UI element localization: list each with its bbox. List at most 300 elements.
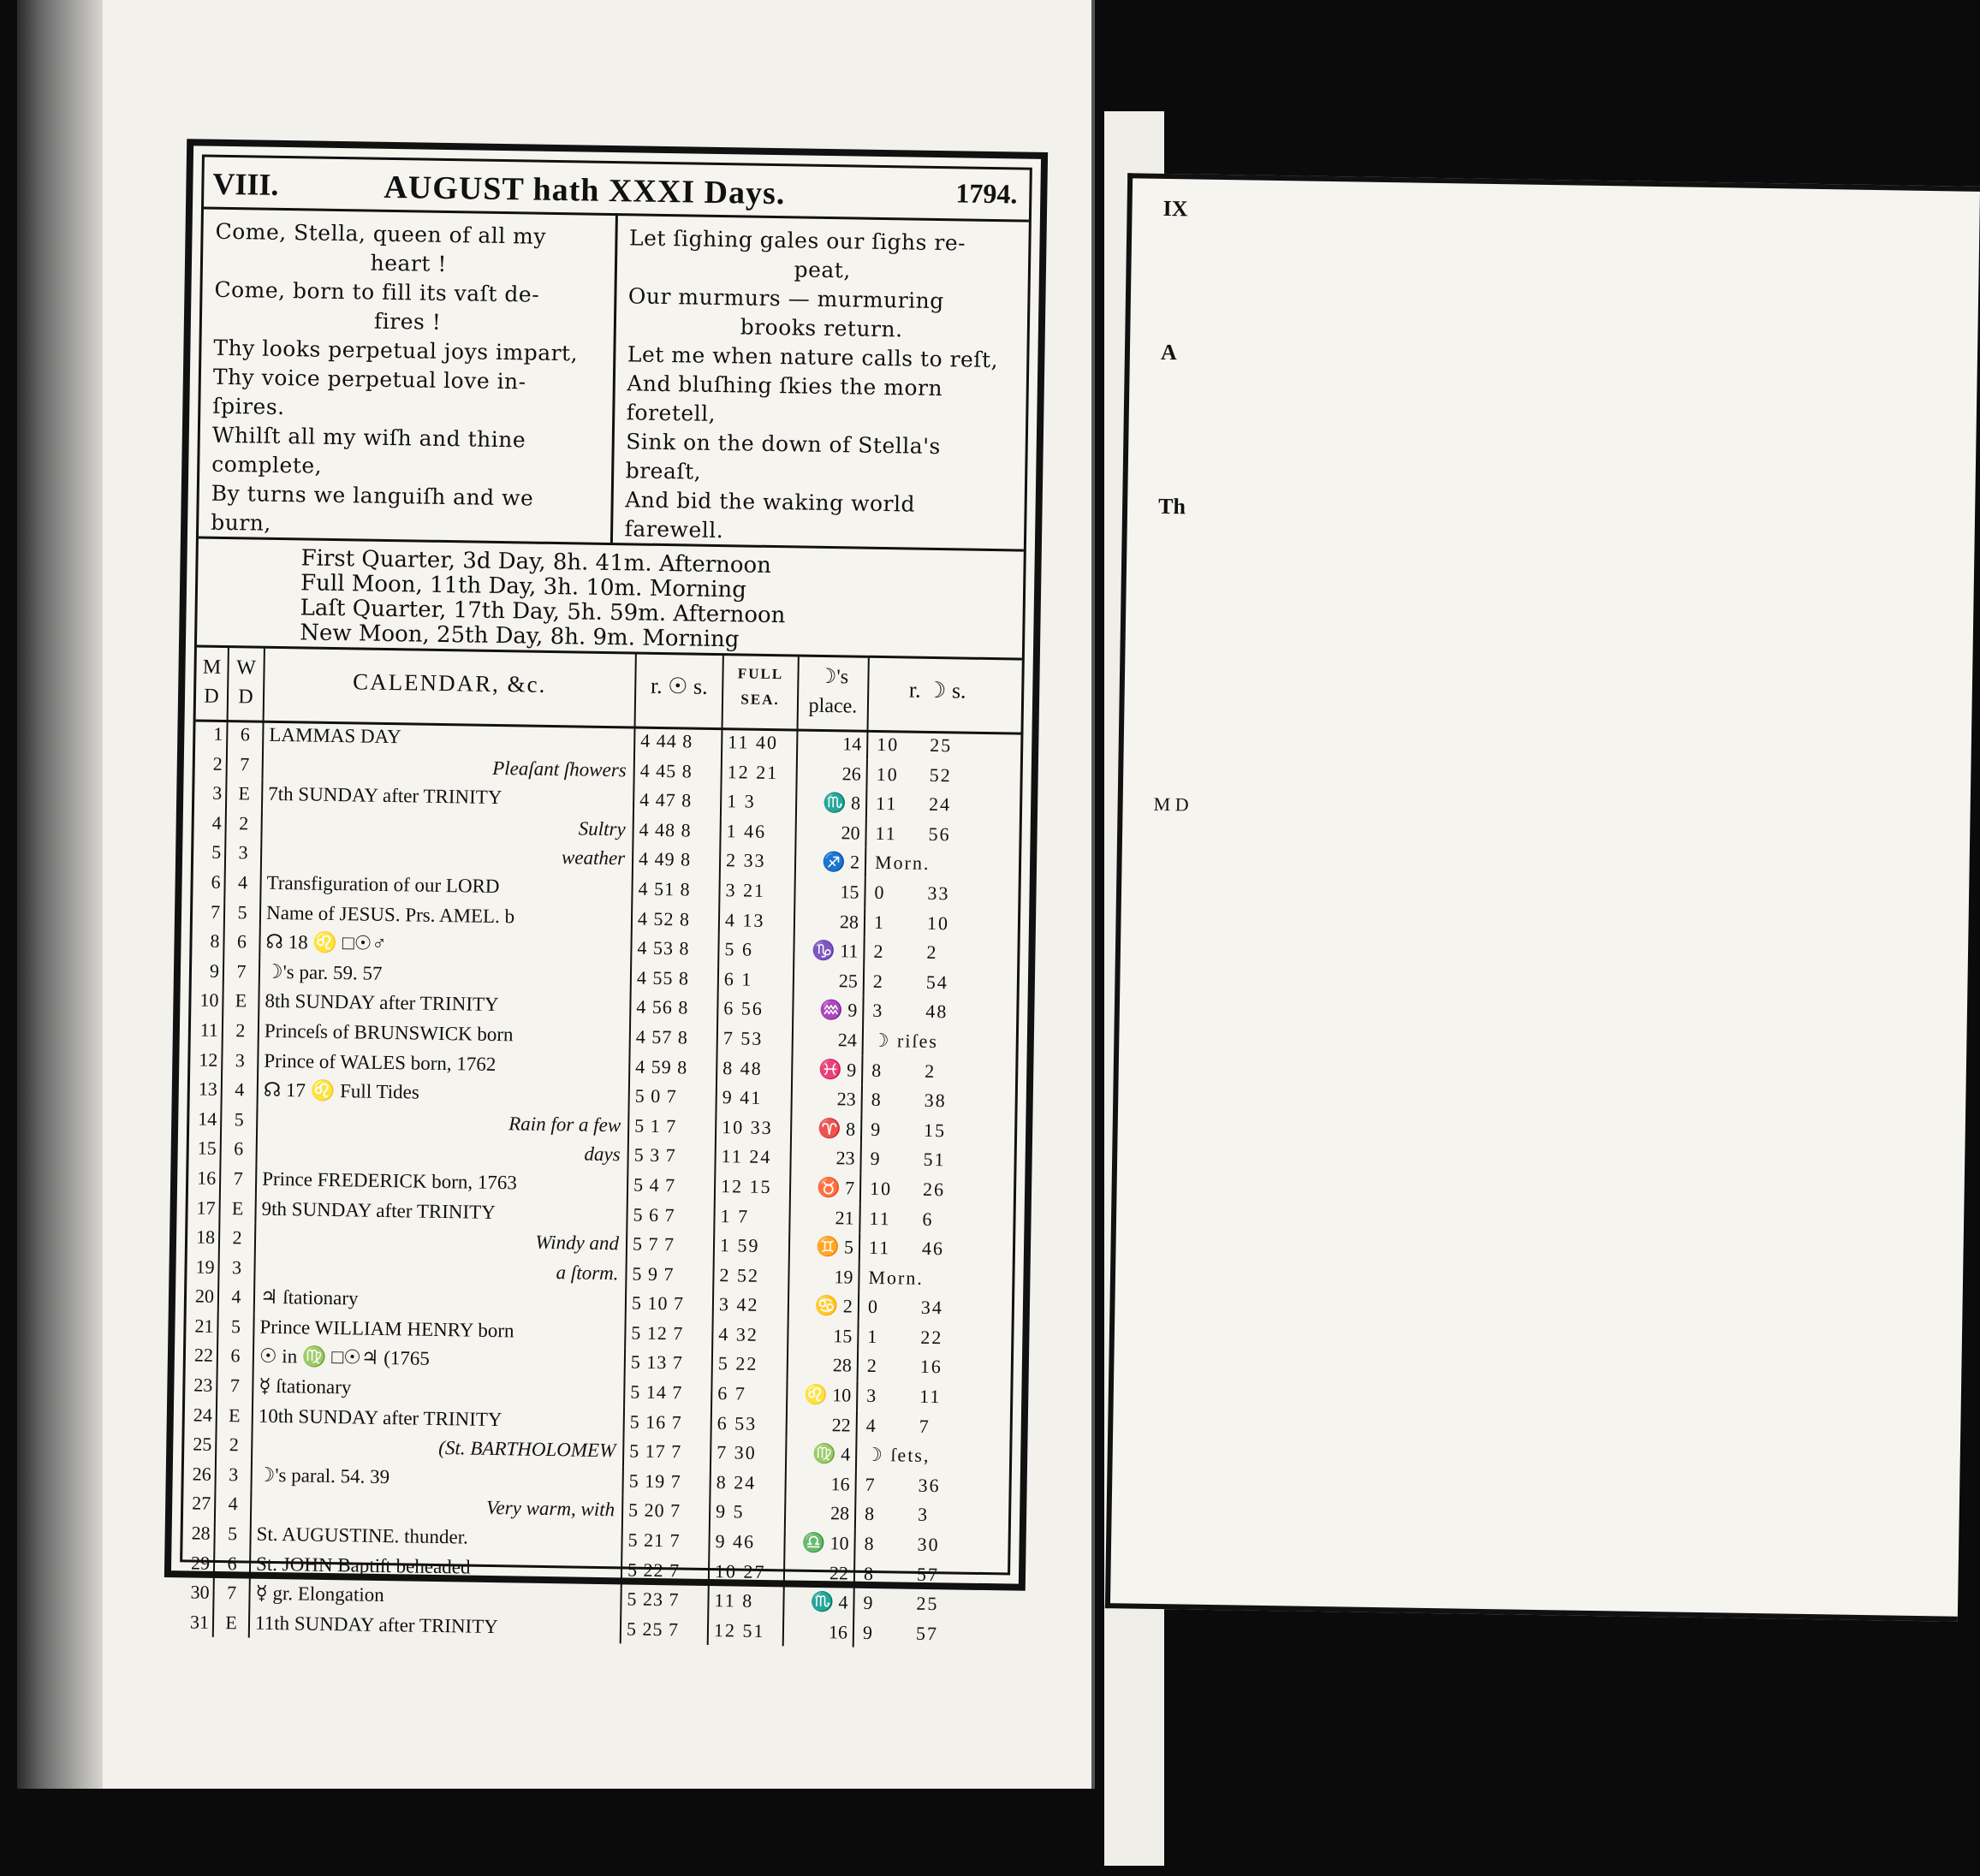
cell-week-day: 2	[217, 1430, 253, 1460]
cell-full-sea: 8 24	[711, 1468, 787, 1499]
cell-calendar-event: St. AUGUSTINE. thunder.	[251, 1520, 622, 1555]
moon-rise-value: 0	[874, 881, 886, 904]
moon-rise-value: 11	[869, 1207, 891, 1229]
cell-week-day: E	[214, 1608, 251, 1638]
moon-rise-value: 8	[864, 1503, 877, 1525]
cell-month-day: 28	[182, 1518, 216, 1548]
moon-phase-line: Laſt Quarter, 17th Day, 5h. 59m. Afternoon	[300, 595, 786, 629]
cell-moon-place: 28	[795, 906, 866, 937]
header-full-sea: FULL SEA.	[723, 656, 800, 728]
cell-moon-place: ♈ 8	[792, 1113, 863, 1144]
cell-week-day: 6	[221, 1134, 258, 1164]
cell-week-day: 5	[222, 1105, 259, 1135]
cell-month-day: 24	[185, 1400, 218, 1430]
cell-week-day: 7	[214, 1578, 251, 1608]
moon-rise-value: 9	[870, 1148, 882, 1170]
table-body	[181, 719, 1021, 1649]
moon-rise-value: Morn.	[868, 1266, 925, 1289]
poem-line: Thy voice perpetual love in-	[212, 364, 526, 395]
moon-rise-value: 3	[872, 1000, 884, 1022]
moon-rise-value: 8	[863, 1562, 876, 1584]
moon-set-value: 10	[926, 911, 950, 934]
cell-moon-rise-set	[867, 759, 1005, 791]
cell-month-day: 22	[186, 1341, 219, 1371]
moon-phase-line: Full Moon, 11th Day, 3h. 10m. Morning	[300, 570, 747, 603]
moon-rise-value: 1	[873, 911, 886, 933]
cell-sun-rise-set: 4 56 8	[631, 993, 719, 1024]
cell-moon-place: ♐ 2	[796, 847, 867, 878]
cell-full-sea: 1 46	[721, 816, 797, 847]
cell-sun-rise-set: 5 13 7	[626, 1348, 714, 1379]
moon-rise-value: 2	[866, 1355, 879, 1377]
cell-full-sea: 4 13	[720, 905, 796, 936]
cell-moon-rise-set	[858, 1381, 996, 1413]
cell-week-day: 5	[215, 1519, 252, 1549]
cell-moon-place: ♓ 9	[793, 1054, 864, 1085]
poem-line: Thy looks perpetual joys impart,	[213, 335, 579, 366]
cell-moon-rise-set	[865, 937, 1002, 969]
cell-sun-rise-set: 5 22 7	[622, 1555, 711, 1586]
cell-sun-rise-set: 5 10 7	[627, 1289, 715, 1320]
poem-line: Sink on the down of Stella's	[626, 429, 942, 460]
cell-calendar-event: St. JOHN Baptiſt beheaded	[251, 1549, 622, 1584]
moon-set-value: 7	[919, 1415, 931, 1437]
cell-week-day: 5	[225, 898, 262, 928]
cell-moon-rise-set	[864, 996, 1002, 1028]
cell-moon-place: 16	[784, 1617, 855, 1647]
cell-sun-rise-set: 4 59 8	[630, 1052, 718, 1083]
cell-week-day: 2	[220, 1223, 257, 1253]
poem-line: Our murmurs — murmuring	[627, 283, 944, 314]
moon-rise-value: 3	[866, 1384, 878, 1407]
cell-week-day: 3	[226, 838, 263, 868]
cell-moon-place: ♎ 10	[785, 1528, 856, 1558]
moon-rise-value: ☽ ſets,	[865, 1444, 931, 1467]
poem-line: burn,	[211, 509, 272, 536]
cell-moon-rise-set	[855, 1558, 993, 1590]
moon-rise-value: 7	[865, 1473, 877, 1495]
cell-month-day: 5	[193, 838, 227, 868]
cell-month-day: 15	[188, 1134, 222, 1164]
moon-set-value: 2	[926, 941, 938, 964]
cell-week-day: 4	[225, 868, 262, 898]
cell-sun-rise-set: 4 47 8	[634, 786, 722, 816]
cell-month-day: 25	[184, 1430, 217, 1460]
moon-set-value: 56	[928, 822, 951, 846]
moon-rise-value: 9	[863, 1592, 875, 1614]
cell-week-day: 4	[223, 1075, 259, 1105]
cell-sun-rise-set: 4 57 8	[631, 1022, 719, 1053]
cell-moon-place: 16	[786, 1469, 857, 1499]
cell-week-day: 5	[218, 1312, 255, 1342]
cell-full-sea: 6 53	[711, 1409, 788, 1440]
cell-calendar-event: Name of JESUS. Prs. AMEL. b	[261, 898, 633, 933]
cell-full-sea: 10 27	[710, 1557, 786, 1588]
page-title: AUGUST hath XXXI Days.	[384, 169, 786, 212]
cell-month-day: 20	[187, 1282, 220, 1312]
cell-moon-place: 23	[791, 1143, 862, 1174]
moon-rise-value: 11	[875, 822, 898, 845]
moon-rise-value: 10	[876, 763, 899, 785]
poem-line: And bluſhing ſkies the morn	[627, 371, 943, 401]
cell-full-sea: 2 52	[714, 1261, 790, 1291]
cell-sun-rise-set: 4 44 8	[635, 727, 723, 757]
cell-moon-rise-set	[864, 1026, 1002, 1058]
cell-sun-rise-set: 5 4 7	[628, 1170, 716, 1201]
cell-moon-place: ♍ 4	[787, 1440, 858, 1470]
header-week-day: W D	[229, 648, 265, 721]
cell-week-day: 6	[224, 927, 261, 957]
cell-calendar-event: Pleaſant ſhowers	[264, 750, 635, 785]
cell-calendar-event: 7th SUNDAY after TRINITY	[263, 780, 634, 815]
moon-set-value: 30	[917, 1533, 940, 1556]
moon-set-value: 33	[927, 882, 950, 905]
cell-moon-place: ♉ 7	[791, 1172, 862, 1203]
moon-set-value: 25	[916, 1593, 939, 1615]
cell-sun-rise-set: 5 21 7	[622, 1525, 711, 1556]
cell-moon-rise-set	[854, 1618, 992, 1649]
moon-set-value: 36	[918, 1474, 941, 1497]
right-page-md-header: M D	[1153, 793, 1189, 816]
moon-rise-value: 1	[867, 1325, 879, 1347]
cell-sun-rise-set: 5 16 7	[625, 1407, 713, 1438]
cell-month-day: 12	[190, 1045, 223, 1075]
cell-sun-rise-set: 5 23 7	[621, 1585, 710, 1616]
cell-moon-rise-set	[859, 1262, 997, 1294]
cell-month-day: 14	[189, 1104, 223, 1134]
cell-sun-rise-set: 4 45 8	[634, 756, 722, 787]
cell-week-day: 7	[224, 957, 261, 987]
poem-line: complete,	[211, 451, 323, 478]
cell-moon-place: 28	[786, 1499, 857, 1529]
cell-week-day: 6	[218, 1341, 255, 1371]
cell-week-day: 2	[223, 1016, 260, 1046]
cell-full-sea: 6 56	[718, 994, 794, 1024]
cell-week-day: 3	[219, 1253, 256, 1283]
cell-full-sea: 7 53	[718, 1024, 794, 1054]
right-page	[1104, 111, 1189, 1866]
cell-moon-place: ♏ 8	[797, 788, 868, 819]
moon-set-value: 15	[923, 1119, 947, 1141]
moon-rise-value: 10	[869, 1177, 893, 1200]
cell-moon-rise-set	[856, 1470, 994, 1502]
cell-moon-place: 15	[788, 1321, 859, 1351]
cell-full-sea: 2 33	[721, 846, 797, 876]
cell-full-sea: 7 30	[711, 1438, 788, 1469]
cell-full-sea: 1 3	[722, 787, 798, 817]
cell-calendar-event: Rain for a few	[258, 1105, 629, 1140]
cell-sun-rise-set: 4 49 8	[633, 845, 722, 876]
cell-sun-rise-set: 4 53 8	[632, 934, 720, 965]
moon-set-value: 57	[916, 1563, 940, 1585]
cell-month-day: 3	[194, 779, 228, 809]
cell-week-day: 7	[228, 750, 265, 780]
poem-line: brooks return.	[740, 314, 903, 342]
cell-calendar-event: ☿ gr. Elongation	[250, 1579, 621, 1614]
year: 1794.	[955, 177, 1018, 210]
cell-month-day: 30	[181, 1578, 215, 1608]
moon-rise-value: 11	[875, 793, 898, 815]
cell-month-day: 21	[186, 1311, 219, 1341]
cell-week-day: 6	[228, 720, 265, 750]
poem-line: foretell,	[626, 400, 716, 426]
right-page-frame	[1105, 173, 1980, 1621]
cell-month-day: 16	[188, 1163, 222, 1193]
poem-line: breaſt,	[625, 458, 702, 484]
cell-moon-place: 23	[792, 1084, 863, 1115]
moon-phase-line: New Moon, 25th Day, 8h. 9m. Morning	[299, 620, 740, 653]
moon-set-value: 11	[919, 1385, 942, 1408]
cell-full-sea: 8 48	[717, 1054, 794, 1084]
cell-calendar-event: days	[257, 1135, 628, 1170]
cell-sun-rise-set: 4 52 8	[633, 904, 721, 935]
cell-moon-place: 26	[797, 758, 868, 789]
cell-sun-rise-set: 5 20 7	[623, 1496, 711, 1527]
cell-month-day: 19	[187, 1252, 220, 1282]
cell-moon-rise-set	[854, 1588, 992, 1620]
poem-line: fires !	[373, 308, 442, 335]
cell-calendar-event: Sultry	[262, 809, 633, 844]
cell-full-sea: 10 33	[716, 1113, 793, 1143]
cell-month-day: 26	[183, 1459, 217, 1489]
cell-month-day: 13	[190, 1075, 223, 1105]
moon-rise-value: 10	[877, 733, 900, 756]
cell-calendar-event: ☽'s paral. 54. 39	[252, 1460, 623, 1495]
cell-full-sea: 11 24	[716, 1142, 792, 1172]
cell-moon-place: ♌ 10	[788, 1380, 859, 1410]
cell-month-day: 27	[183, 1489, 217, 1519]
cell-month-day: 18	[187, 1222, 221, 1252]
poem-line: By turns we languiſh and we	[211, 480, 534, 511]
cell-moon-place: 14	[798, 729, 869, 760]
cell-week-day: 3	[223, 1046, 259, 1076]
cell-week-day: E	[223, 986, 260, 1016]
cell-calendar-event: 9th SUNDAY after TRINITY	[256, 1194, 627, 1229]
cell-sun-rise-set: 4 48 8	[633, 815, 722, 846]
moon-set-value: 54	[925, 971, 949, 994]
poem-left-column	[199, 207, 617, 543]
moon-set-value: 6	[922, 1208, 934, 1230]
poem	[199, 207, 1029, 552]
poem-line: heart !	[370, 250, 448, 276]
cell-sun-rise-set: 5 14 7	[625, 1377, 713, 1408]
cell-calendar-event: weather	[262, 839, 633, 874]
cell-moon-place: 22	[785, 1558, 856, 1588]
cell-moon-rise-set	[860, 1233, 998, 1265]
cell-moon-rise-set	[868, 730, 1006, 762]
poem-line: Whilſt all my wiſh and thine	[211, 422, 526, 453]
cell-calendar-event: 8th SUNDAY after TRINITY	[259, 987, 631, 1022]
cell-sun-rise-set: 5 9 7	[627, 1259, 715, 1290]
cell-full-sea: 1 7	[715, 1202, 791, 1232]
cell-calendar-event: Prince FREDERICK born, 1763	[257, 1165, 628, 1200]
calendar-page	[164, 139, 1048, 1645]
calendar-inner-border	[180, 154, 1032, 1645]
moon-set-value: 25	[930, 733, 953, 757]
cell-sun-rise-set: 5 6 7	[627, 1200, 716, 1231]
cell-calendar-event: Prince of WALES born, 1762	[259, 1046, 630, 1081]
moon-set-value: 26	[922, 1178, 946, 1201]
moon-phases	[197, 536, 1024, 660]
cell-full-sea: 6 7	[712, 1379, 788, 1410]
moon-set-value: 52	[929, 763, 952, 786]
moon-set-value: 34	[920, 1297, 944, 1319]
moon-set-value: 3	[917, 1504, 930, 1526]
cell-full-sea: 9 41	[716, 1083, 793, 1113]
cell-calendar-event: ♃ ſtationary	[255, 1283, 627, 1318]
month-number: VIII.	[212, 166, 279, 202]
cell-full-sea: 4 32	[713, 1320, 789, 1351]
right-page-text-fragment-2: Th	[1157, 493, 1186, 519]
cell-calendar-event: Princeſs of BRUNSWICK born	[259, 1017, 631, 1052]
cell-moon-place: ♒ 9	[794, 995, 865, 1026]
cell-moon-rise-set	[856, 1499, 994, 1531]
cell-calendar-event: 10th SUNDAY after TRINITY	[253, 1401, 625, 1436]
cell-moon-rise-set	[857, 1440, 995, 1472]
poem-line: farewell.	[624, 516, 724, 543]
moon-rise-value: 2	[872, 970, 885, 992]
moon-rise-value: Morn.	[874, 852, 931, 875]
cell-week-day: 4	[216, 1489, 253, 1519]
cell-moon-rise-set	[861, 1174, 999, 1206]
calendar-table	[182, 647, 1022, 1645]
moon-set-value: 57	[915, 1622, 939, 1645]
moon-rise-value: 9	[870, 1118, 883, 1140]
cell-month-day: 9	[192, 956, 225, 986]
cell-moon-rise-set	[866, 819, 1004, 851]
moon-rise-value: 4	[865, 1414, 877, 1436]
cell-calendar-event: Prince WILLIAM HENRY born	[254, 1312, 626, 1347]
cell-sun-rise-set: 5 0 7	[629, 1082, 717, 1113]
cell-moon-place: ♏ 4	[784, 1588, 855, 1618]
cell-calendar-event: 11th SUNDAY after TRINITY	[250, 1608, 621, 1643]
cell-moon-rise-set	[860, 1203, 998, 1235]
cell-moon-rise-set	[862, 1114, 1000, 1146]
cell-moon-rise-set	[866, 848, 1004, 880]
cell-week-day: 6	[215, 1549, 252, 1579]
cell-full-sea: 11 8	[709, 1586, 785, 1617]
cell-sun-rise-set: 5 19 7	[623, 1466, 711, 1497]
cell-sun-rise-set: 5 25 7	[621, 1614, 710, 1645]
cell-week-day: 2	[226, 809, 263, 839]
cell-week-day: E	[217, 1401, 254, 1431]
cell-month-day: 2	[195, 749, 229, 779]
header-moon-place: ☽'s place.	[799, 657, 870, 730]
moon-set-value: 46	[921, 1237, 945, 1260]
cell-calendar-event: ☿ ſtationary	[253, 1372, 625, 1407]
cell-month-day: 4	[193, 808, 227, 838]
header-month-day: M D	[196, 647, 229, 720]
cell-moon-place: ♊ 5	[790, 1232, 861, 1263]
moon-set-value: 38	[924, 1089, 947, 1112]
cell-calendar-event: (St. BARTHOLOMEW	[253, 1431, 624, 1466]
moon-set-value: 22	[920, 1326, 943, 1349]
cell-full-sea: 12 15	[716, 1172, 792, 1202]
cell-calendar-event: ☽'s par. 59. 57	[260, 957, 632, 992]
cell-month-day: 29	[182, 1548, 216, 1578]
cell-moon-place: 24	[794, 1024, 865, 1055]
cell-full-sea: 9 5	[711, 1497, 787, 1528]
cell-moon-place: 25	[794, 965, 865, 996]
cell-full-sea: 9 46	[710, 1527, 786, 1558]
cell-full-sea: 5 6	[719, 935, 795, 965]
poem-line: Let me when nature calls to reſt,	[627, 341, 999, 373]
cell-sun-rise-set: 5 12 7	[626, 1318, 714, 1349]
cell-week-day: E	[227, 779, 264, 809]
cell-month-day: 6	[193, 867, 226, 897]
cell-sun-rise-set: 5 1 7	[629, 1111, 717, 1142]
poem-right-column	[612, 213, 1028, 549]
cell-calendar-event: Windy and	[256, 1224, 627, 1259]
poem-line: Let ſighing gales our ſighs re-	[628, 225, 966, 256]
moon-rise-value: 2	[873, 941, 885, 963]
cell-sun-rise-set: 4 55 8	[632, 963, 720, 994]
moon-rise-value: 8	[871, 1059, 883, 1081]
cell-moon-rise-set	[855, 1529, 993, 1561]
cell-calendar-event: Transfiguration of our LORD	[261, 869, 633, 904]
cell-calendar-event: ☉ in ♍ □☉♃ (1765	[254, 1342, 626, 1377]
moon-set-value: 24	[928, 793, 952, 816]
header-calendar: CALENDAR, &c.	[265, 649, 637, 727]
moon-rise-value: 9	[862, 1621, 875, 1643]
cell-moon-place: 15	[795, 876, 866, 907]
cell-full-sea: 3 21	[720, 876, 796, 906]
cell-month-day: 11	[191, 1015, 224, 1045]
cell-month-day: 1	[195, 719, 229, 749]
cell-month-day: 31	[181, 1607, 215, 1637]
cell-month-day: 23	[185, 1370, 218, 1400]
poem-line: ſpires.	[212, 393, 285, 420]
cell-moon-rise-set	[867, 789, 1005, 821]
cell-moon-rise-set	[865, 878, 1003, 910]
right-page-header-fragment: IX	[1162, 195, 1188, 222]
cell-calendar-event: a ſtorm.	[255, 1253, 627, 1288]
moon-rise-value: ☽ riſes	[871, 1029, 939, 1053]
cell-month-day: 7	[193, 897, 226, 927]
cell-moon-rise-set	[865, 967, 1002, 999]
cell-month-day: 8	[192, 927, 225, 957]
moon-set-value: 48	[925, 1000, 948, 1023]
header-sun-rise-set: r. ☉ s.	[636, 655, 724, 728]
cell-week-day: 7	[221, 1164, 258, 1194]
moon-rise-value: 11	[868, 1236, 891, 1259]
cell-moon-rise-set	[865, 907, 1003, 939]
cell-full-sea: 5 22	[713, 1350, 789, 1380]
cell-full-sea: 1 59	[715, 1231, 791, 1262]
cell-moon-place: 28	[788, 1351, 859, 1381]
cell-moon-rise-set	[859, 1322, 996, 1354]
cell-moon-rise-set	[859, 1351, 996, 1383]
moon-phase-line: First Quarter, 3d Day, 8h. 41m. Afternoon	[300, 545, 772, 579]
cell-moon-place: 21	[790, 1202, 861, 1233]
cell-full-sea: 6 1	[719, 965, 795, 995]
moon-rise-value: 8	[871, 1089, 883, 1111]
cell-moon-place: ♋ 2	[789, 1291, 860, 1322]
cell-full-sea: 3 42	[714, 1290, 790, 1321]
moon-set-value: 51	[923, 1149, 946, 1171]
cell-sun-rise-set: 5 17 7	[624, 1437, 712, 1468]
poem-line: And bid the waking world	[624, 487, 916, 517]
cell-moon-rise-set	[861, 1144, 999, 1176]
moon-rise-value: 8	[864, 1532, 876, 1555]
cell-full-sea: 12 21	[722, 757, 798, 788]
cell-calendar-event: Very warm, with	[252, 1490, 623, 1525]
cell-moon-rise-set	[862, 1085, 1000, 1117]
cell-week-day: 3	[216, 1460, 253, 1490]
cell-moon-place: 22	[787, 1410, 858, 1440]
cell-moon-rise-set	[863, 1055, 1001, 1087]
cell-sun-rise-set: 5 3 7	[628, 1141, 716, 1172]
